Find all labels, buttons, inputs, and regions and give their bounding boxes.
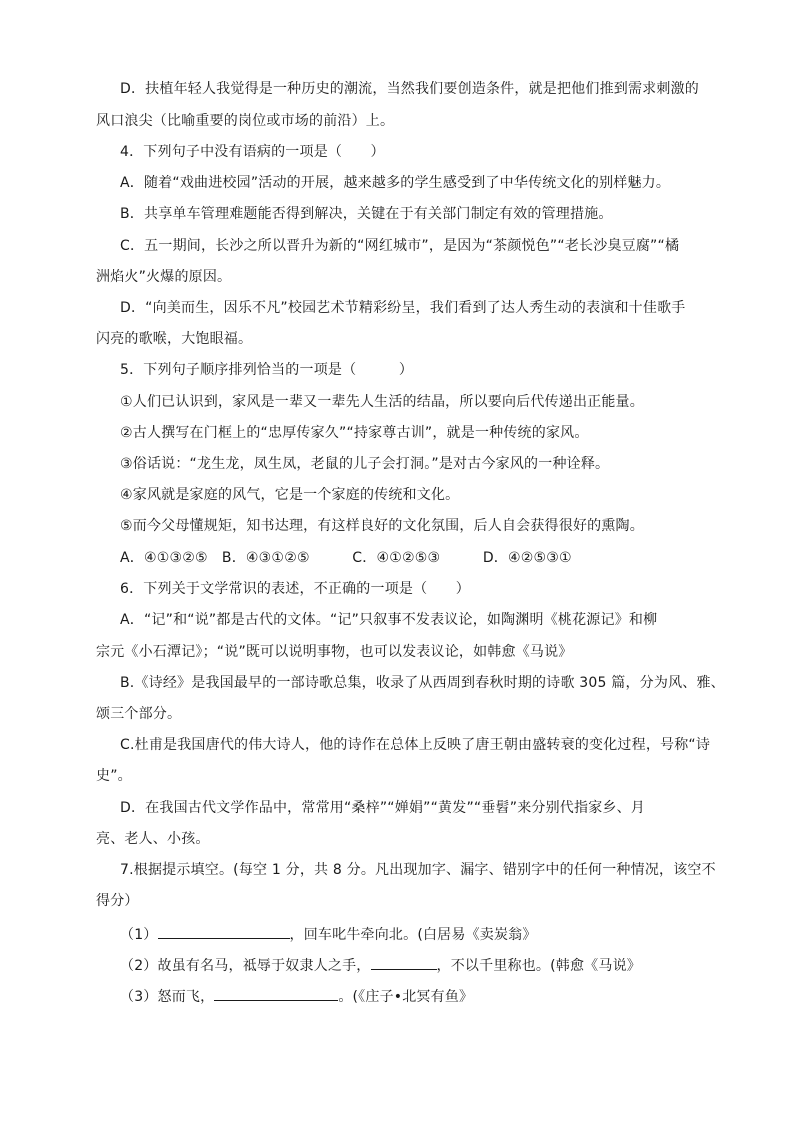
q7-item-1 (120, 924, 537, 944)
q4-option-c-line2: 洲焰火”火爆的原因。 (96, 269, 232, 285)
q6-option-b-line1: B.《诗经》是我国最早的一部诗歌总集，收录了从西周到春秋时期的诗歌 305 篇，分为风、雅、 (120, 675, 725, 691)
q7-item-3 (120, 986, 473, 1006)
q7-item-2 (120, 955, 641, 975)
q6-stem: 6．下列关于文学常识的表述，不正确的一项是（ ） (120, 581, 470, 597)
q4-option-a: A．随着“戏曲进校园”活动的开展，越来越多的学生感受到了中华传统文化的别样魅力。 (120, 175, 671, 191)
q7-item-3-suffix: 。(《庄子•北冥有鱼》 (338, 989, 474, 1005)
q5-sentence-1: ①人们已认识到，家风是一辈又一辈先人生活的结晶，所以要向后代传递出正能量。 (120, 394, 644, 410)
q3-option-d-line2: 风口浪尖（比喻重要的岗位或市场的前沿）上。 (96, 113, 395, 129)
q4-option-d-line1: D．“向美而生，因乐不凡”校园艺术节精彩纷呈，我们看到了达人秀生动的表演和十佳歌手 (120, 300, 686, 316)
q5-sentence-5: ⑤而今父母懂规矩，知书达理，有这样良好的文化氛围，后人自会获得很好的熏陶。 (120, 518, 644, 534)
q5-sentence-2: ②古人撰写在门框上的“忠厚传家久”“持家尊古训”，就是一种传统的家风。 (120, 425, 589, 441)
q4-option-b: B．共享单车管理难题能否得到解决，关键在于有关部门制定有效的管理措施。 (120, 206, 613, 222)
q6-option-c-line2: 史”。 (96, 768, 132, 784)
q7-stem-line2: 得分） (96, 893, 139, 909)
q6-option-b-line2: 颂三个部分。 (96, 706, 182, 722)
q7-item-3-blank[interactable] (214, 986, 338, 1001)
q7-item-1-prefix: （1） (120, 927, 158, 943)
q6-option-d-line1: D．在我国古代文学作品中，常常用“桑梓”“婵娟”“黄发”“垂髫”来分别代指家乡、月 (120, 800, 646, 816)
q7-item-2-prefix: （2）故虽有名马，祗辱于奴隶人之手， (120, 958, 371, 974)
q5-stem: 5．下列句子顺序排列恰当的一项是（ ） (120, 362, 414, 378)
q6-option-a-line2: 宗元《小石潭记》；“说”既可以说明事物，也可以发表议论，如韩愈《马说》 (96, 644, 573, 660)
q5-sentence-3: ③俗话说：“龙生龙，凤生凤，老鼠的儿子会打洞。”是对古今家风的一种诠释。 (120, 456, 610, 472)
q5-sentence-4: ④家风就是家庭的风气，它是一个家庭的传统和文化。 (120, 487, 460, 503)
q6-option-c-line1: C.杜甫是我国唐代的伟大诗人，他的诗作在总体上反映了唐王朝由盛转衰的变化过程，号称“诗 (120, 737, 711, 753)
q6-option-a-line1: A．“记”和“说”都是古代的文体。“记”只叙事不发表议论，如陶渊明《桃花源记》和柳 (120, 612, 658, 628)
q5-options: A．④①③②⑤ B．④③①②⑤ C．④①②⑤③ D．④②⑤③① (120, 550, 572, 566)
q3-option-d-line1: D．扶植年轻人我觉得是一种历史的潮流，当然我们要创造条件，就是把他们推到需求刺激的 (120, 81, 699, 97)
q7-item-2-blank[interactable] (371, 955, 437, 970)
q4-option-c-line1: C．五一期间，长沙之所以晋升为新的“网红城市”，是因为“茶颜悦色”“老长沙臭豆腐”“橘 (120, 238, 680, 254)
q6-option-d-line2: 亮、老人、小孩。 (96, 831, 210, 847)
q7-item-1-blank[interactable] (158, 924, 290, 939)
q4-stem: 4．下列句子中没有语病的一项是（ ） (120, 144, 385, 160)
q4-option-d-line2: 闪亮的歌喉，大饱眼福。 (96, 331, 253, 347)
q7-stem-line1: 7.根据提示填空。(每空 1 分，共 8 分。凡出现加字、漏字、错别字中的任何一种情况，该空不 (120, 862, 716, 878)
q7-item-2-suffix: ，不以千里称也。(韩愈《马说》 (436, 958, 641, 974)
q7-item-3-prefix: （3）怒而飞， (120, 989, 215, 1005)
q7-item-1-suffix: ，回车叱牛牵向北。(白居易《卖炭翁》 (289, 927, 537, 943)
